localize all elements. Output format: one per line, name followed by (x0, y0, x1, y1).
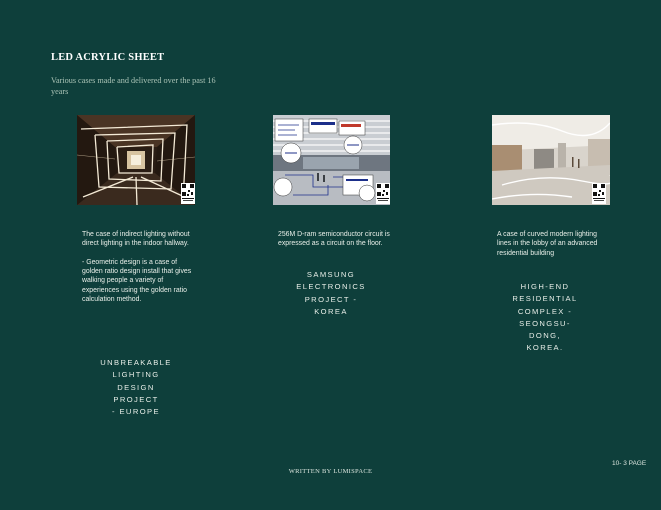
qr-code-icon (376, 183, 390, 209)
indirect-lit-hallway-photo (77, 115, 195, 205)
case-description: 256M D-ram semiconductor circuit is expressed as a circuit on the floor. (278, 231, 390, 248)
case-description: A case of curved modern lighting lines in the lobby of an advanced residential building (497, 231, 598, 257)
qr-code-icon (592, 183, 606, 209)
project-name: SAMSUNG ELECTRONICS PROJECT - KOREA (296, 270, 366, 316)
semiconductor-circuit-floor-photo (273, 115, 390, 205)
project-name: UNBREAKABLE LIGHTING DESIGN PROJECT - EUROPE (100, 358, 172, 417)
page-number: 10- 3 PAGE (612, 460, 647, 467)
page-subtitle: Various cases made and delivered over the past 16 years (51, 76, 216, 96)
qr-code-icon (181, 183, 195, 209)
footer-credit: WRITTEN BY LUMISPACE (288, 468, 373, 475)
case-description: The case of indirect lighting without direct lighting in the indoor hallway. - Geometric design is a case of golden ratio design install that gives walking people a variety of experiences using the golden ratio calculation method. (82, 231, 192, 304)
page-title: LED ACRYLIC SHEET (51, 52, 165, 63)
project-name: HIGH-END RESIDENTIAL COMPLEX - SEONGSU- DONG, KOREA. (512, 282, 578, 353)
